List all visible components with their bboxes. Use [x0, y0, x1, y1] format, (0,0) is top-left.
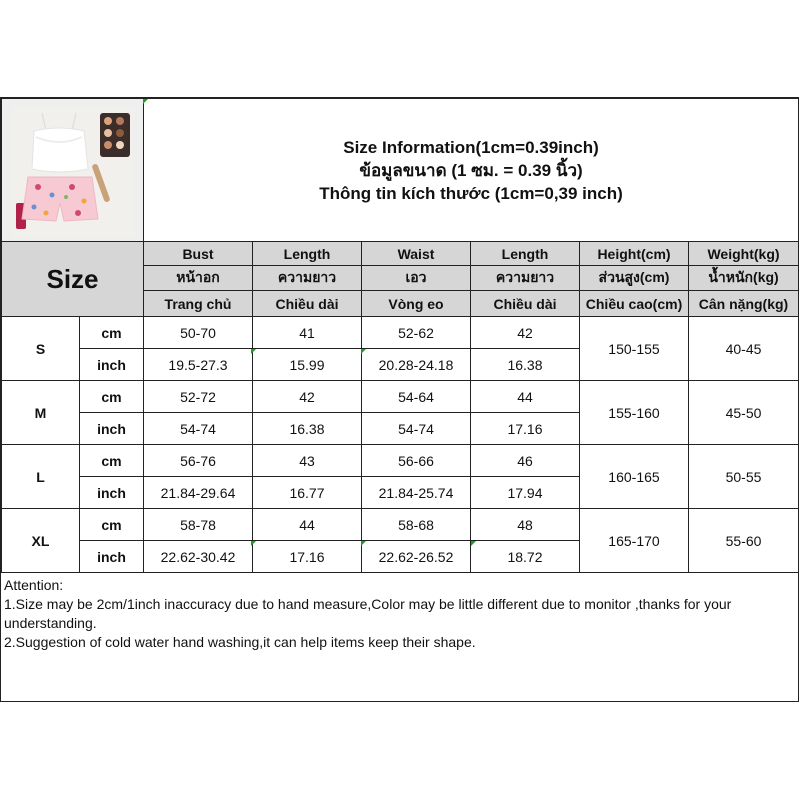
col-header-vi: Vòng eo	[362, 291, 471, 317]
cell-length: 15.99	[253, 349, 362, 381]
unit-label: inch	[80, 541, 144, 573]
col-header-vi: Chiều cao(cm)	[580, 291, 689, 317]
col-header-vi: Chiều dài	[253, 291, 362, 317]
cell-length: 48	[471, 509, 580, 541]
col-header-th: ส่วนสูง(cm)	[580, 266, 689, 291]
cell-bust: 21.84-29.64	[144, 477, 253, 509]
cell-marker-icon	[471, 541, 476, 546]
cell-height: 165-170	[580, 509, 689, 573]
title-thai: ข้อมูลขนาด (1 ซม. = 0.39 นิ้ว)	[359, 160, 583, 180]
cell-marker-icon	[251, 349, 256, 354]
col-header-th: น้ำหนัก(kg)	[689, 266, 799, 291]
unit-label: inch	[80, 477, 144, 509]
col-header-vi: Cân nặng(kg)	[689, 291, 799, 317]
cell-weight: 50-55	[689, 445, 799, 509]
size-label: Size	[2, 242, 144, 317]
cell-waist: 56-66	[362, 445, 471, 477]
col-header-th: เอว	[362, 266, 471, 291]
cell-length: 16.77	[253, 477, 362, 509]
title-english: Size Information(1cm=0.39inch)	[343, 137, 599, 157]
cell-length: 44	[253, 509, 362, 541]
size-name: XL	[2, 509, 80, 573]
col-header-en: Length	[471, 242, 580, 266]
attention-note-1: 1.Size may be 2cm/1inch inaccuracy due to hand measure,Color may be little different due to monitor ,thanks for your understanding.	[4, 596, 732, 631]
cell-marker-icon	[361, 541, 366, 546]
col-header-th: ความยาว	[471, 266, 580, 291]
size-name: M	[2, 381, 80, 445]
cell-length: 17.16	[253, 541, 362, 573]
cell-waist: 58-68	[362, 509, 471, 541]
title-cell	[144, 99, 799, 242]
title-vietnamese: Thông tin kích thước (1cm=0,39 inch)	[319, 183, 623, 203]
cell-bust: 50-70	[144, 317, 253, 349]
col-header-vi: Trang chủ	[144, 291, 253, 317]
cell-bust: 56-76	[144, 445, 253, 477]
cell-waist: 22.62-26.52	[362, 541, 471, 573]
cell-length: 43	[253, 445, 362, 477]
cell-length: 42	[253, 381, 362, 413]
cell-length: 16.38	[253, 413, 362, 445]
cell-waist: 54-64	[362, 381, 471, 413]
cell-marker-icon	[143, 99, 148, 104]
cell-bust: 52-72	[144, 381, 253, 413]
col-header-en: Height(cm)	[580, 242, 689, 266]
product-photo-cell	[2, 99, 144, 242]
cell-bust: 58-78	[144, 509, 253, 541]
unit-label: inch	[80, 349, 144, 381]
cell-waist: 21.84-25.74	[362, 477, 471, 509]
cell-marker-icon	[251, 541, 256, 546]
unit-label: cm	[80, 445, 144, 477]
col-header-vi: Chiều dài	[471, 291, 580, 317]
pajama-set-icon	[12, 107, 134, 237]
cell-weight: 40-45	[689, 317, 799, 381]
size-chart	[0, 97, 799, 702]
attention-heading: Attention:	[4, 577, 64, 593]
cell-waist: 20.28-24.18	[362, 349, 471, 381]
cell-height: 150-155	[580, 317, 689, 381]
cell-marker-icon	[361, 349, 366, 354]
cell-bust: 22.62-30.42	[144, 541, 253, 573]
cell-length: 18.72	[471, 541, 580, 573]
cell-length: 46	[471, 445, 580, 477]
col-header-en: Weight(kg)	[689, 242, 799, 266]
attention-note-2: 2.Suggestion of cold water hand washing,it can help items keep their shape.	[4, 634, 476, 650]
cell-waist: 54-74	[362, 413, 471, 445]
cell-height: 160-165	[580, 445, 689, 509]
cell-length: 44	[471, 381, 580, 413]
cell-bust: 19.5-27.3	[144, 349, 253, 381]
cell-weight: 45-50	[689, 381, 799, 445]
cell-length: 17.94	[471, 477, 580, 509]
col-header-en: Bust	[144, 242, 253, 266]
col-header-en: Length	[253, 242, 362, 266]
size-table	[1, 98, 799, 573]
col-header-en: Waist	[362, 242, 471, 266]
unit-label: cm	[80, 381, 144, 413]
attention-notes	[4, 576, 794, 652]
product-photo	[12, 107, 134, 237]
cell-length: 17.16	[471, 413, 580, 445]
cell-length: 16.38	[471, 349, 580, 381]
cell-height: 155-160	[580, 381, 689, 445]
cell-length: 42	[471, 317, 580, 349]
unit-label: inch	[80, 413, 144, 445]
cell-waist: 52-62	[362, 317, 471, 349]
size-name: L	[2, 445, 80, 509]
size-name: S	[2, 317, 80, 381]
cell-weight: 55-60	[689, 509, 799, 573]
unit-label: cm	[80, 317, 144, 349]
cell-bust: 54-74	[144, 413, 253, 445]
unit-label: cm	[80, 509, 144, 541]
col-header-th: ความยาว	[253, 266, 362, 291]
cell-length: 41	[253, 317, 362, 349]
col-header-th: หน้าอก	[144, 266, 253, 291]
